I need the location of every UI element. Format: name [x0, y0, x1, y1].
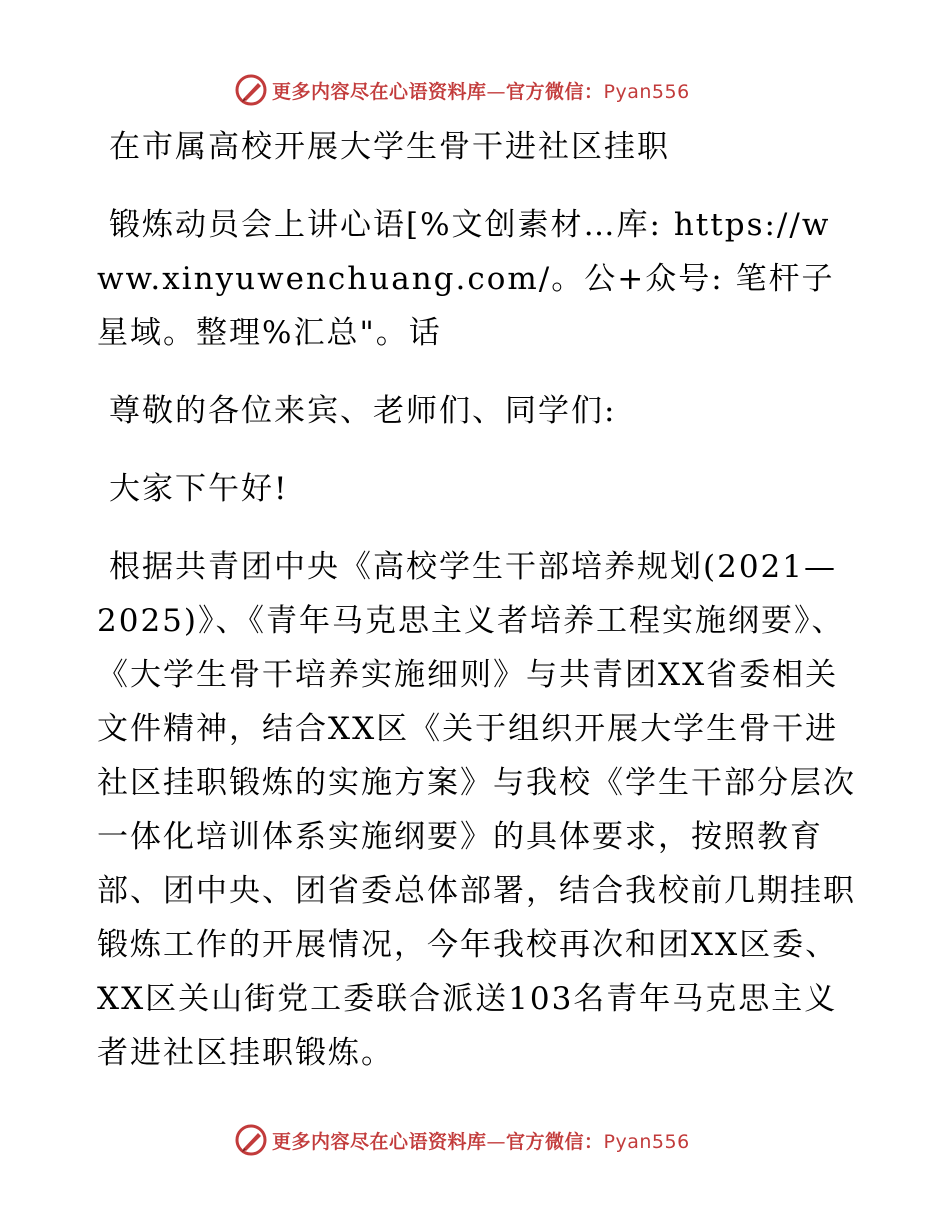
- salutation: 尊敬的各位来宾、老师们、同学们:: [109, 393, 617, 429]
- pen-logo-icon: [234, 73, 268, 107]
- banner-text: 更多内容尽在心语资料库—官方微信：Pyan556: [272, 1130, 690, 1153]
- document-subtitle: 锻炼动员会上讲心语[%文创素材…库: https://www.xinyuwenchuang.com/。公+众号: 笔杆子星域。整理%汇总"。话: [97, 207, 835, 351]
- banner-text: 更多内容尽在心语资料库—官方微信：Pyan556: [272, 80, 690, 103]
- footer-banner: [234, 1122, 690, 1158]
- body-paragraph: 根据共青团中央《高校学生干部培养规划(2021—2025)》、《青年马克思主义者培养工程实施纲要》、《大学生骨干培养实施细则》与共青团XX省委相关文件精神，结合XX区《关于组织开展大学生骨干进社区挂职锻炼的实施方案》与我校《学生干部分层次一体化培训体系实施纲要》的具体要求，按照教育部、团中央、团省委总体部署，结合我校前几期挂职锻炼工作的开展情况，今年我校再次和团XX区委、XX区关山街党工委联合派送103名青年马克思主义者进社区挂职锻炼。: [97, 549, 856, 1071]
- pen-logo-icon: [234, 1123, 268, 1157]
- greeting: 大家下午好!: [109, 471, 289, 507]
- document-title: 在市属高校开展大学生骨干进社区挂职: [109, 129, 670, 165]
- header-banner: [234, 72, 690, 108]
- document-body: [97, 120, 857, 1080]
